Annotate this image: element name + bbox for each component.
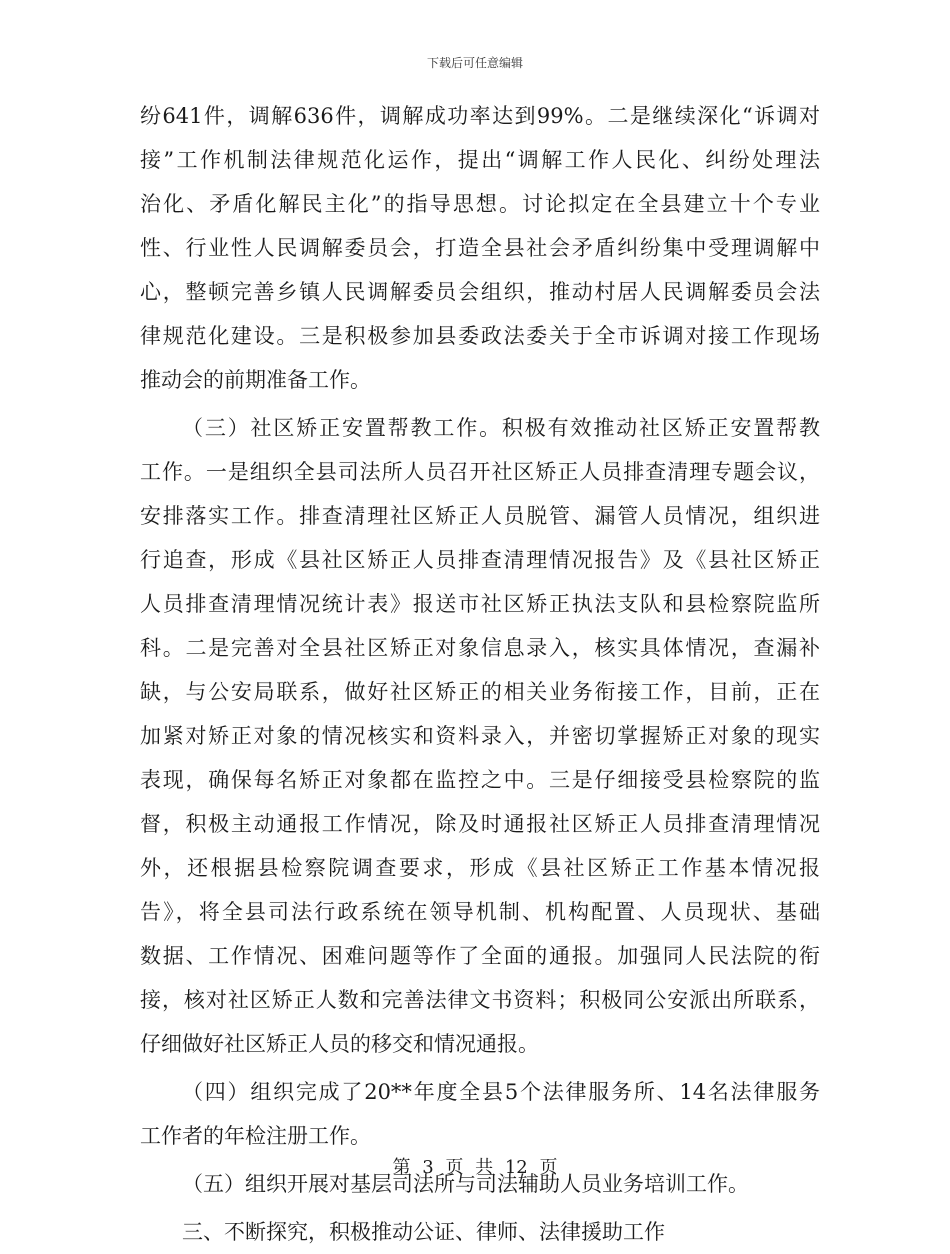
text-line: 接，核对社区矫正人数和完善法律文书资料；积极同公安派出所联系，: [140, 988, 820, 1012]
text-line: 外，还根据县检察院调查要求，形成《县社区矫正工作基本情况报: [140, 856, 820, 880]
text-line: 告》，将全县司法行政系统在领导机制、机构配置、人员现状、基础: [140, 900, 820, 924]
page-header: 下载后可任意编辑: [426, 56, 523, 70]
text-line: 安排落实工作。排查清理社区矫正人员脱管、漏管人员情况，组织进: [140, 504, 820, 528]
text-line: 科。二是完善对全县社区矫正对象信息录入，核实具体情况，查漏补: [140, 636, 820, 660]
text-line: 律规范化建设。三是积极参加县委政法委关于全市诉调对接工作现场: [140, 324, 820, 348]
paragraph: [140, 1070, 820, 1158]
text-line: （四）组织完成了20**年度全县5个法律服务所、14名法律服务: [182, 1080, 820, 1104]
page-number: 第 3 页 共 12 页: [392, 1157, 558, 1178]
text-line: 督，积极主动通报工作情况，除及时通报社区矫正人员排查清理情况: [140, 812, 820, 836]
text-line: 三、不断探究，积极推动公证、律师、法律援助工作: [182, 1220, 665, 1244]
text-line: 性、行业性人民调解委员会，打造全县社会矛盾纠纷集中受理调解中: [140, 236, 820, 260]
text-line: （五）组织开展对基层司法所与司法辅助人员业务培训工作。: [182, 1172, 749, 1196]
paragraph: [140, 406, 820, 1066]
text-line: 纷641件，调解636件，调解成功率达到99%。二是继续深化“诉调对: [140, 104, 820, 128]
text-line: 行追查，形成《县社区矫正人员排查清理情况报告》及《县社区矫正: [140, 548, 820, 572]
text-line: （三）社区矫正安置帮教工作。积极有效推动社区矫正安置帮教: [182, 416, 820, 440]
paragraph: [140, 94, 820, 402]
text-line: 接”工作机制法律规范化运作，提出“调解工作人民化、纠纷处理法: [140, 148, 820, 172]
document-body: [140, 94, 820, 1254]
text-line: 仔细做好社区矫正人员的移交和情况通报。: [140, 1032, 539, 1056]
section-heading: [140, 1210, 820, 1254]
text-line: 数据、工作情况、困难问题等作了全面的通报。加强同人民法院的衔: [140, 944, 820, 968]
text-line: 治化、矛盾化解民主化”的指导思想。讨论拟定在全县建立十个专业: [140, 192, 820, 216]
text-line: 加紧对矫正对象的情况核实和资料录入，并密切掌握矫正对象的现实: [140, 724, 820, 748]
text-line: 心，整顿完善乡镇人民调解委员会组织，推动村居人民调解委员会法: [140, 280, 820, 304]
text-line: 表现，确保每名矫正对象都在监控之中。三是仔细接受县检察院的监: [140, 768, 820, 792]
text-line: 缺，与公安局联系，做好社区矫正的相关业务衔接工作，目前，正在: [140, 680, 820, 704]
text-line: 推动会的前期准备工作。: [140, 368, 371, 392]
text-line: 人员排查清理情况统计表》报送市社区矫正执法支队和县检察院监所: [140, 592, 820, 616]
text-line: 工作者的年检注册工作。: [140, 1124, 371, 1148]
text-line: 工作。一是组织全县司法所人员召开社区矫正人员排查清理专题会议，: [140, 460, 820, 484]
